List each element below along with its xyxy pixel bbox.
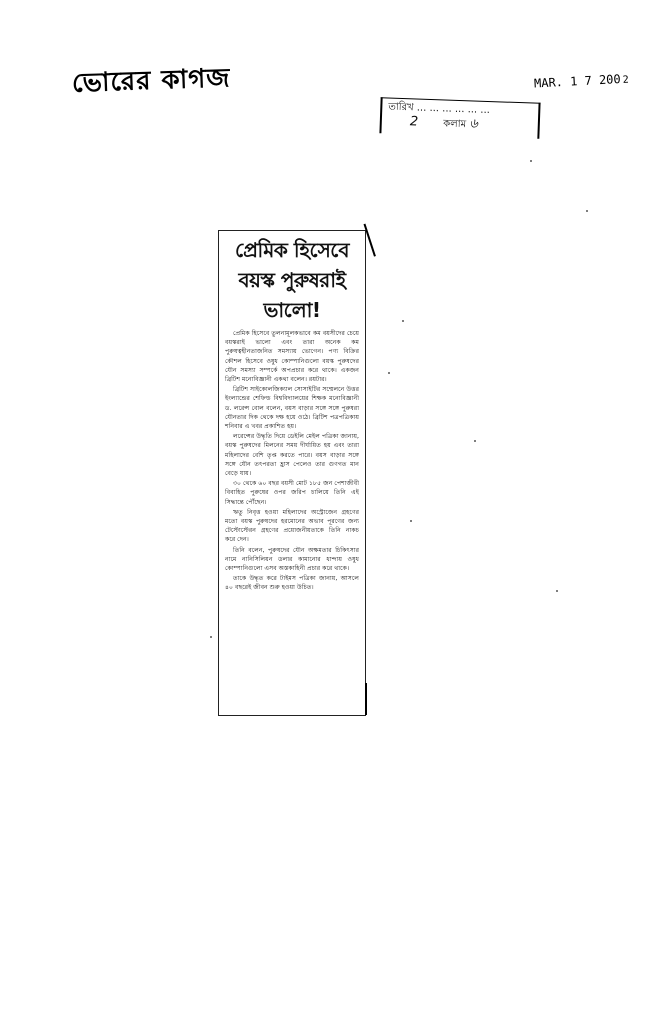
- headline-line: বয়স্ক পুরুষরাই: [238, 268, 346, 292]
- clipping-edge-mark: [365, 683, 367, 715]
- article-paragraph: তিনি বলেন, পুরুষদের যৌন অক্ষমতার চিকিৎসার নামে নানিসিলিয়ন ডলার কামানোর ধান্দায় ওষুধ কোম্পানিগুলো এসব অস্তকাহিনী প্রচার করে থাকে।: [225, 546, 359, 573]
- headline-line: প্রেমিক হিসেবে: [235, 238, 349, 262]
- article-paragraph: তাকে উদ্ধৃত করে টাইমস পত্রিকা জানায়, আসলে ৪০ বছরেই জীবন শুরু হওয়া উচিত।: [225, 575, 359, 592]
- article-body: [219, 325, 365, 593]
- scan-speck: [210, 636, 212, 638]
- reference-stamp: [379, 97, 540, 139]
- scan-speck: [410, 520, 412, 522]
- date-stamp: [534, 72, 629, 91]
- article-paragraph: ব্রিটিশ সাইকোলজিক্যাল সোসাইটির সম্মেলনে উত্তর ইংল্যান্ডের শেফিল্ড বিশ্ববিদ্যালয়ের শিক্ষক মনোবিজ্ঞানী ড. লরেন্স বোল বলেন, বয়স বাড়ার সঙ্গে সঙ্গে পুরুষরা যৌনতার দিক থেকে দক্ষ হয়ে ওঠে। ব্রিটিশ পত্রপত্রিকায় শনিবার এ খবর প্রকাশিত হয়।: [225, 386, 359, 431]
- scan-speck: [586, 210, 588, 212]
- scan-speck: [474, 440, 476, 442]
- date-stamp-handwritten: 2: [622, 74, 630, 86]
- date-stamp-printed: MAR. 1 7 200: [533, 71, 622, 91]
- newspaper-masthead: ভোরের কাগজ: [71, 63, 232, 99]
- scan-speck: [556, 590, 558, 592]
- column-label: কলাম: [443, 118, 467, 131]
- news-clipping: [218, 230, 366, 716]
- scan-speck: [388, 372, 390, 374]
- page-number-handwritten: 2: [409, 114, 419, 130]
- article-paragraph: প্রেমিক হিসেবে তুলনামূলকভাবে কম বয়সীদের চেয়ে বয়স্করাই ভালো এবং তারা অনেক কম পুরুষত্বহীনতাজনিত সমস্যায় ভোগেন। পণ্য বিক্রির কৌশল হিসেবে ওষুধ কোম্পানিগুলো বয়স্ক পুরুষদের যৌন সমস্যা সম্পর্কে অপপ্রচার করে থাকে। একজন ব্রিটিশ মনোবিজ্ঞানী একথা বলেন। রয়টার।: [225, 330, 359, 384]
- scan-speck: [530, 160, 532, 162]
- article-headline: [219, 235, 365, 325]
- column-number-handwritten: ৬: [469, 116, 479, 132]
- reference-stamp-line1: তারিখ ... ... ... ... ... ...: [388, 101, 491, 117]
- headline-line: ভালো!: [263, 298, 321, 322]
- article-paragraph: ঋতু নিবৃত্ত হওয়া মহিলাদের অস্ট্রোজেন গ্রহণের মতো বয়স্ক পুরুষদের হরমোনের অভাব পূরণের জন্য টেস্টোস্টেরন গ্রহণের প্রয়োজনীয়তাকে তিনি নাকচ করে দেন।: [225, 508, 359, 544]
- scan-speck: [402, 320, 404, 322]
- article-paragraph: ৩০ থেকে ৬০ বছর বয়সী মোট ১৮৫ জন পেশাজীবী বিবাহিত পুরুষের ওপর জরিপ চালিয়ে তিনি এই সিদ্ধান্তে পৌঁছেন।: [225, 480, 359, 506]
- article-paragraph: লরেন্সের উদ্ধৃতি দিয়ে ডেইলি মেইল পত্রিকা জানায়, বয়স্ক পুরুষদের মিলনের সময় দীর্ঘায়িত হয় এবং তারা মহিলাদের বেশি তৃপ্ত করতে পারে। বয়স বাড়ার সঙ্গে সঙ্গে যৌন তৎপরতা হ্রাস পেলেও তার গুণগত মান বেড়ে যায়।: [225, 433, 359, 478]
